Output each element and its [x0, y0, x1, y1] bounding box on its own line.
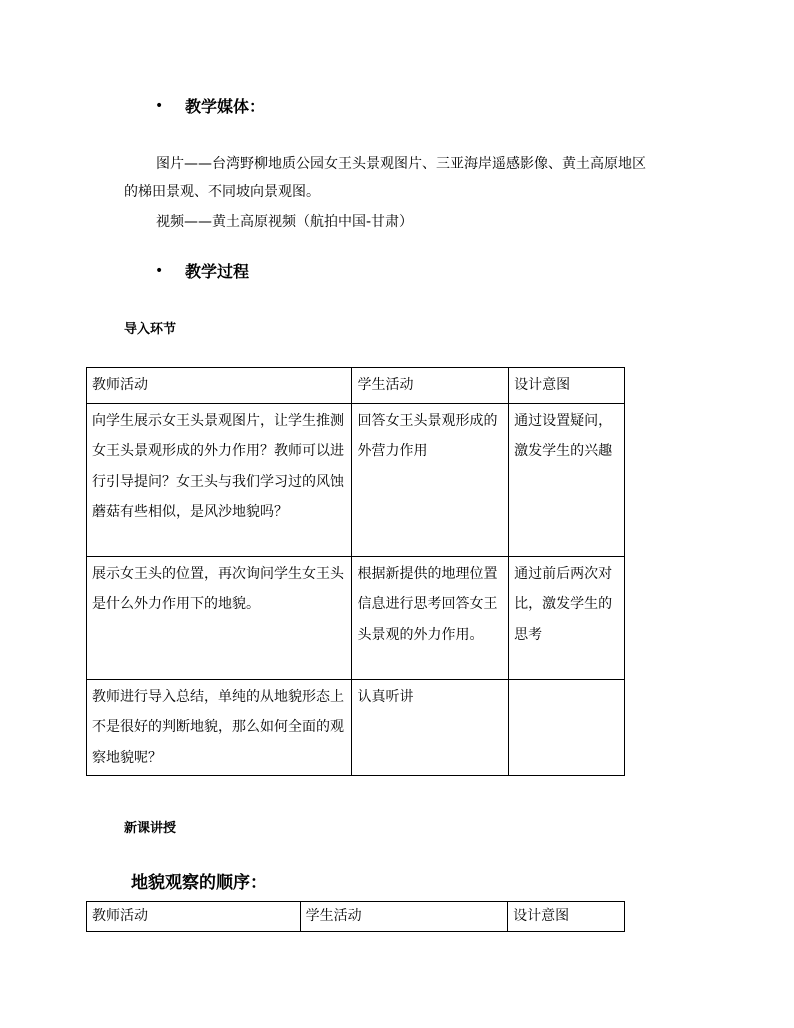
teacher-activity: 教师进行导入总结，单纯的从地貌形态上不是很好的判断地貌，那么如何全面的观察地貌呢？	[87, 679, 352, 776]
header-teacher: 教师活动	[87, 368, 352, 404]
student-activity: 回答女王头景观形成的外营力作用	[352, 403, 509, 556]
table-row	[87, 556, 625, 679]
table-header-row	[87, 368, 625, 404]
media-section-header	[155, 94, 265, 117]
header-student: 学生活动	[300, 902, 508, 932]
header-intent: 设计意图	[509, 368, 625, 404]
design-intent	[509, 679, 625, 776]
header-teacher: 教师活动	[87, 902, 301, 932]
table-header-row	[87, 902, 625, 932]
media-para2: 视频——黄土高原视频（航拍中国-甘肃）	[156, 214, 414, 230]
newlesson-subtitle: 地貌观察的顺序：	[131, 873, 267, 893]
design-intent: 通过前后两次对比，激发学生的思考	[509, 556, 625, 679]
student-activity: 根据新提供的地理位置信息进行思考回答女王头景观的外力作用。	[352, 556, 509, 679]
intro-title: 导入环节	[124, 322, 177, 337]
header-student: 学生活动	[352, 368, 509, 404]
teacher-activity: 展示女王头的位置，再次询问学生女王头是什么外力作用下的地貌。	[87, 556, 352, 679]
process-section-header	[155, 259, 249, 282]
bullet-icon: •	[155, 262, 164, 279]
media-para1-line2: 的梯田景观、不同坡向景观图。	[124, 184, 320, 200]
student-activity: 认真听讲	[352, 679, 509, 776]
table-row	[87, 403, 625, 556]
process-heading: 教学过程	[185, 262, 250, 281]
bullet-icon: •	[155, 97, 164, 114]
intro-table	[86, 367, 625, 776]
design-intent: 通过设置疑问，激发学生的兴趣	[509, 403, 625, 556]
header-intent: 设计意图	[508, 902, 625, 932]
newlesson-table	[86, 901, 625, 932]
teacher-activity: 向学生展示女王头景观图片，让学生推测女王头景观形成的外力作用？教师可以进行引导提问？女王头与我们学习过的风蚀蘑菇有些相似，是风沙地貌吗？	[87, 403, 352, 556]
media-heading: 教学媒体：	[185, 97, 266, 116]
media-para1-line1: 图片——台湾野柳地质公园女王头景观图片、三亚海岸遥感影像、黄土高原地区	[156, 156, 646, 172]
table-row	[87, 679, 625, 776]
newlesson-title: 新课讲授	[124, 821, 177, 836]
